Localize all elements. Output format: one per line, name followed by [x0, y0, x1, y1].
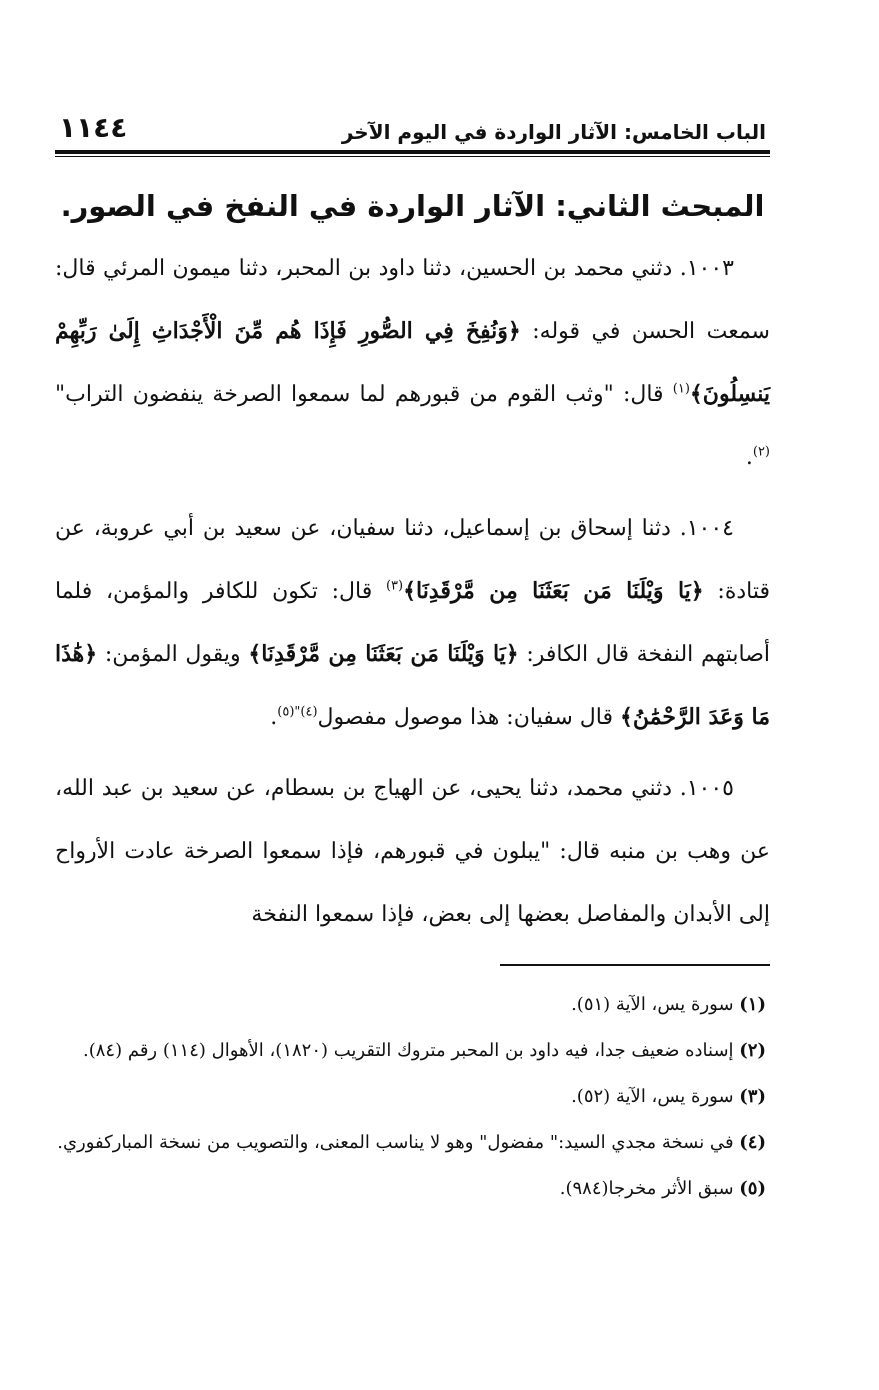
paragraph-text: ١٠٠٣. دثني محمد بن الحسين، دثنا داود بن المحبر، دثنا ميمون المرئي قال: سمعت الحسن في قوله: [55, 256, 770, 344]
footnote-1 [55, 982, 770, 1028]
running-header [55, 100, 770, 144]
paragraph-text: ١٠٠٥. دثني محمد، دثنا يحيى، عن الهياج بن بسطام، عن سعيد بن عبد الله، عن وهب بن منبه قال: "يبلون في قبورهم، فإذا سمعوا الصرخة عادت الأرواح إلى الأبدان والمفاصل بعضها إلى بعض، فإذا سمعوا النفخة [55, 776, 770, 927]
footnote-3 [55, 1074, 770, 1120]
footnote-number: (٢) [739, 1040, 766, 1061]
paragraph-1005 [55, 757, 770, 946]
footnote-reference[interactable]: (٤)"(٥) [277, 704, 318, 720]
paragraph-text: ويقول المؤمن: [97, 642, 249, 667]
body-text [55, 237, 770, 946]
footnote-text: سورة يس، الآية (٥١). [571, 994, 740, 1015]
quran-verse: ﴿وَنُفِخَ فِي الصُّورِ فَإِذَا هُم مِّنَ الْأَجْدَاثِ إِلَىٰ رَبِّهِمْ يَنسِلُونَ﴾ [55, 318, 770, 407]
footnote-number: (٥) [739, 1178, 766, 1199]
quran-verse: ﴿يَا وَيْلَنَا مَن بَعَثَنَا مِن مَّرْقَدِنَا﴾ [403, 578, 704, 604]
footnote-text: سبق الأثر مخرجا(٩٨٤). [559, 1178, 740, 1199]
paragraph-1003 [55, 237, 770, 489]
paragraph-text: . [270, 705, 278, 730]
footnote-number: (٣) [739, 1086, 766, 1107]
paragraph-text: قال: تكون للكافر والمؤمن، فلما أصابتهم النفخة قال الكافر: [55, 579, 770, 667]
footnote-text: في نسخة مجدي السيد:" مفضول" وهو لا يناسب المعنى، والتصويب من نسخة المباركفوري. [57, 1132, 740, 1153]
footnote-4 [55, 1120, 770, 1166]
footnote-separator [500, 964, 770, 966]
footnote-number: (١) [739, 994, 766, 1015]
footnote-text: سورة يس، الآية (٥٢). [571, 1086, 740, 1107]
paragraph-text: . [745, 445, 753, 470]
footnote-reference[interactable]: (١) [672, 381, 690, 397]
header-rule [55, 150, 770, 157]
footnote-number: (٤) [739, 1132, 766, 1153]
footnote-reference[interactable]: (٢) [752, 444, 770, 460]
footnote-5 [55, 1166, 770, 1212]
page-number: ١١٤٤ [59, 111, 128, 144]
running-title: الباب الخامس: الآثار الواردة في اليوم الآخر [341, 120, 766, 144]
paragraph-text: قال: "وثب القوم من قبورهم لما سمعوا الصرخة ينفضون التراب" [55, 382, 673, 407]
paragraph-1004 [55, 497, 770, 749]
book-page [55, 100, 770, 1212]
footnote-text: إسناده ضعيف جدا، فيه داود بن المحبر متروك التقريب (١٨٢٠)، الأهوال (١١٤) رقم (٨٤). [83, 1040, 740, 1061]
footnote-2 [55, 1028, 770, 1074]
paragraph-text: ١٠٠٤. دثنا إسحاق بن إسماعيل، دثنا سفيان، عن سعيد بن أبي عروبة، عن قتادة: [55, 516, 770, 604]
quran-verse: ﴿هَٰذَا مَا وَعَدَ الرَّحْمَٰنُ﴾ [55, 641, 770, 730]
quran-verse: ﴿يَا وَيْلَنَا مَن بَعَثَنَا مِن مَّرْقَدِنَا﴾ [248, 641, 519, 667]
paragraph-text: قال سفيان: هذا موصول مفصول [317, 705, 620, 730]
section-heading: المبحث الثاني: الآثار الواردة في النفخ في الصور. [60, 189, 765, 223]
footnotes [55, 982, 770, 1212]
footnote-reference[interactable]: (٣) [385, 578, 404, 594]
